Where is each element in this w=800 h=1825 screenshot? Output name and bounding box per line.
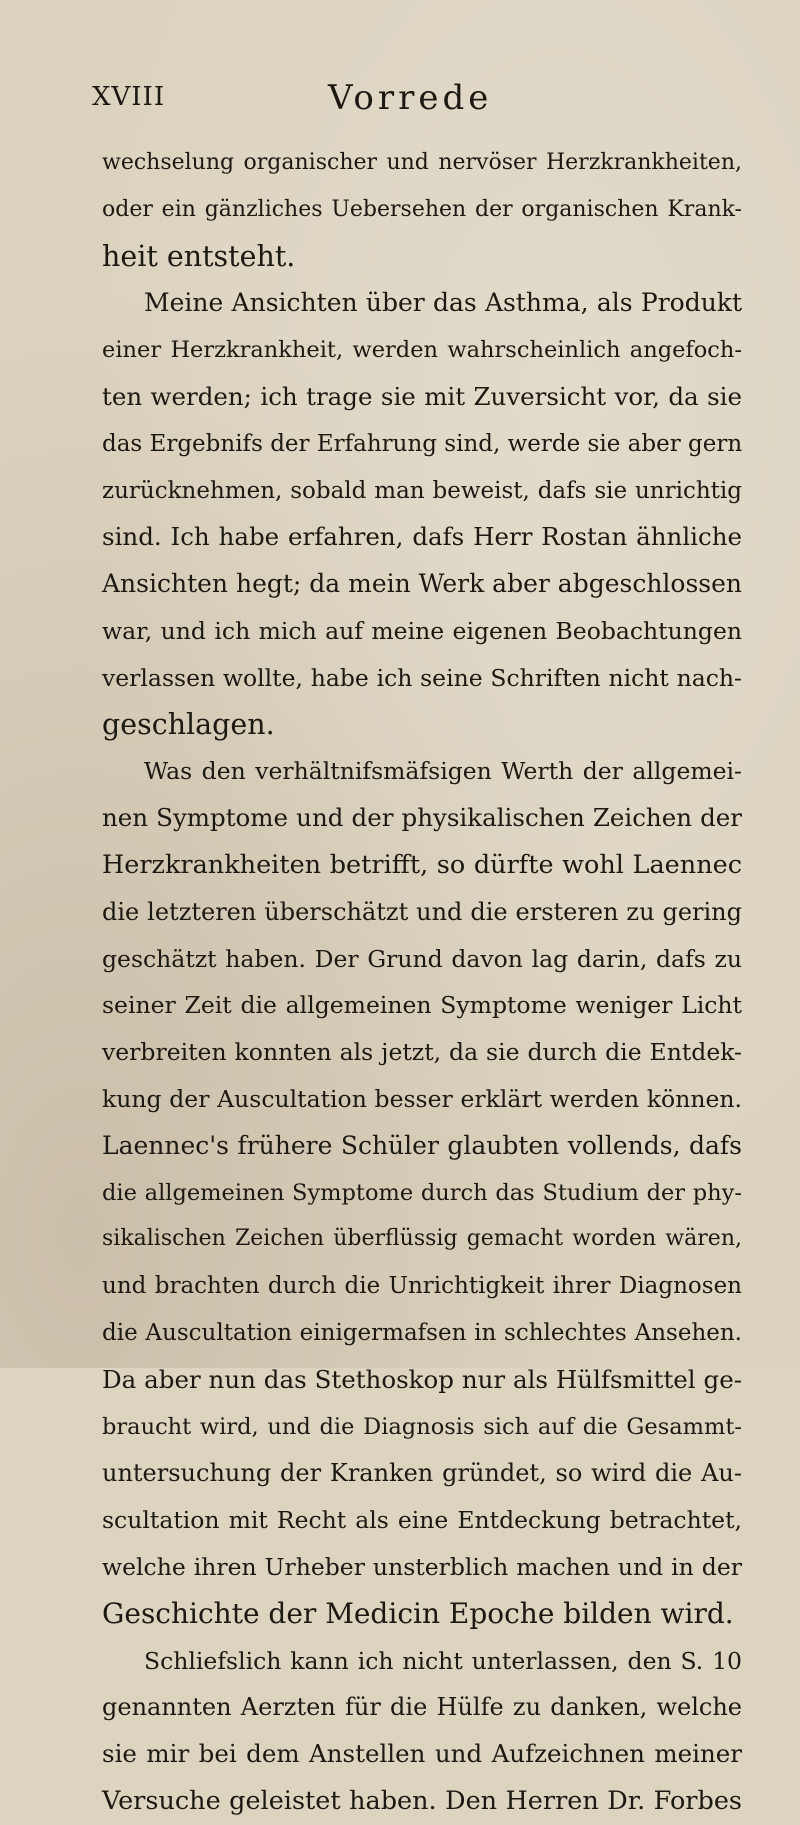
running-head: Vorrede: [328, 78, 493, 118]
text-line: seiner Zeit die allgemeinen Symptome weniger Licht: [102, 991, 742, 1020]
text-line: ten werden; ich trage sie mit Zuversicht vor, da sie: [102, 381, 742, 411]
text-line: Schliefslich kann ich nicht unterlassen, den S. 10: [144, 1646, 742, 1675]
text-line: die allgemeinen Symptome durch das Studium der phy-: [102, 1179, 742, 1206]
text-line: zurücknehmen, sobald man beweist, dafs sie unrichtig: [102, 477, 742, 504]
text-line: Laennec's frühere Schüler glaubten vollends, dafs: [102, 1130, 742, 1160]
text-line: verlassen wollte, habe ich seine Schriften nicht nach-: [102, 663, 742, 692]
text-line: kung der Auscultation besser erklärt werden können.: [102, 1084, 742, 1113]
text-line: Meine Ansichten über das Asthma, als Produkt: [144, 288, 742, 318]
text-line: Versuche geleistet haben. Den Herren Dr. Forbes: [102, 1785, 742, 1816]
text-line: heit entsteht.: [102, 239, 296, 273]
text-line: braucht wird, und die Diagnosis sich auf die Gesammt-: [102, 1413, 742, 1440]
text-line: war, und ich mich auf meine eigenen Beobachtungen: [102, 616, 742, 645]
text-line: welche ihren Urheber unsterblich machen und in der: [102, 1552, 742, 1581]
page-number: XVIII: [92, 82, 166, 112]
text-line: untersuchung der Kranken gründet, so wird die Au-: [102, 1459, 742, 1488]
text-line: einer Herzkrankheit, werden wahrscheinlich angefoch-: [102, 337, 742, 364]
text-line: die Auscultation einigermafsen in schlechtes Ansehen.: [102, 1319, 742, 1346]
text-line: geschätzt haben. Der Grund davon lag darin, dafs zu: [102, 944, 742, 973]
text-line: Herzkrankheiten betrifft, so dürfte wohl Laennec: [102, 849, 742, 880]
text-line: sikalischen Zeichen überflüssig gemacht worden wären,: [102, 1226, 742, 1252]
text-line: wechselung organischer und nervöser Herzkrankheiten,: [102, 150, 742, 175]
text-line: sind. Ich habe erfahren, dafs Herr Rostan ähnliche: [102, 522, 742, 552]
text-line: Geschichte der Medicin Epoche bilden wird.: [102, 1596, 734, 1630]
text-line: genannten Aerzten für die Hülfe zu danken, welche: [102, 1693, 742, 1722]
text-line: Was den verhältnifsmäfsigen Werth der allgemei-: [144, 757, 742, 786]
text-line: die letzteren überschätzt und die ersteren zu gering: [102, 897, 742, 926]
text-line: nen Symptome und der physikalischen Zeichen der: [102, 803, 742, 833]
page-header: [92, 78, 712, 118]
text-line: verbreiten konnten als jetzt, da sie durch die Entdek-: [102, 1038, 742, 1067]
text-line: Da aber nun das Stethoskop nur als Hülfsmittel ge-: [102, 1364, 742, 1394]
text-line: scultation mit Recht als eine Entdeckung betrachtet,: [102, 1506, 742, 1535]
text-line: geschlagen.: [102, 707, 275, 741]
text-line: sie mir bei dem Anstellen und Aufzeichnen meiner: [102, 1739, 742, 1769]
text-line: und brachten durch die Unrichtigkeit ihrer Diagnosen: [102, 1273, 742, 1300]
body-text: [102, 140, 742, 1825]
text-line: oder ein gänzliches Uebersehen der organischen Krank-: [102, 196, 742, 222]
text-line: das Ergebnifs der Erfahrung sind, werde sie aber gern: [102, 430, 743, 457]
text-line: Ansichten hegt; da mein Werk aber abgeschlossen: [102, 569, 743, 599]
